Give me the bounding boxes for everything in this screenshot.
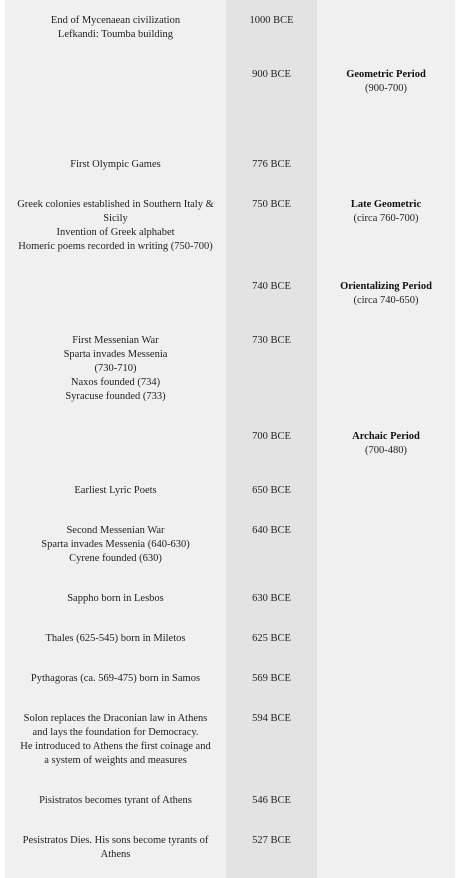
event-text: Pisistratos becomes tyrant of Athens	[39, 795, 192, 806]
event-text: Pesistratos Dies. His sons become tyrants of	[22, 835, 209, 846]
date-cell: 527 BCE	[252, 835, 291, 846]
event-text: Solon replaces the Draconian law in Athens	[23, 713, 208, 724]
period-range: (900-700)	[365, 83, 407, 94]
event-text: Sparta invades Messenia (640-630)	[41, 539, 190, 550]
event-cell	[5, 524, 226, 566]
event-text: Athens	[100, 849, 131, 860]
event-text: Sicily	[103, 213, 128, 224]
event-text: Naxos founded (734)	[70, 377, 161, 388]
date-cell: 625 BCE	[252, 633, 291, 644]
event-cell	[5, 14, 226, 42]
event-text: Second Messenian War	[66, 525, 165, 536]
event-text: Cyrene founded (630)	[69, 553, 162, 564]
event-text: Lefkandi: Toumba building	[57, 29, 174, 40]
event-cell	[5, 198, 226, 254]
date-cell: 640 BCE	[252, 525, 291, 536]
date-cell: 900 BCE	[252, 69, 291, 80]
event-cell	[5, 794, 226, 808]
period-range: (circa 740-650)	[353, 295, 419, 306]
date-cell: 546 BCE	[252, 795, 291, 806]
event-text: End of Mycenaean civilization	[50, 15, 181, 26]
event-text: and lays the foundation for Democracy.	[32, 727, 199, 738]
date-cell: 750 BCE	[252, 199, 291, 210]
date-cell: 730 BCE	[252, 335, 291, 346]
event-cell	[5, 672, 226, 686]
event-text: Homeric poems recorded in writing (750-700)	[18, 241, 213, 252]
date-cell: 650 BCE	[252, 485, 291, 496]
event-cell	[5, 158, 226, 172]
period-cell	[317, 430, 455, 458]
period-name: Late Geometric	[350, 199, 422, 210]
event-text: Greek colonies established in Southern Italy &	[17, 199, 214, 210]
period-name: Archaic Period	[352, 431, 420, 442]
event-text: Sappho born in Lesbos	[67, 593, 164, 604]
event-text: First Olympic Games	[70, 159, 161, 170]
period-range: (700-480)	[365, 445, 407, 456]
date-cell: 630 BCE	[252, 593, 291, 604]
event-text: He introduced to Athens the first coinage and	[20, 741, 211, 752]
event-text: Invention of Greek alphabet	[56, 227, 175, 238]
date-cell: 569 BCE	[252, 673, 291, 684]
event-text: Thales (625-545) born in Miletos	[45, 633, 186, 644]
event-cell	[5, 592, 226, 606]
date-cell: 594 BCE	[252, 713, 291, 724]
date-cell: 740 BCE	[252, 281, 291, 292]
date-cell: 776 BCE	[252, 159, 291, 170]
event-text: Pythagoras (ca. 569-475) born in Samos	[30, 673, 201, 684]
period-cell	[317, 280, 455, 308]
event-text: Sparta invades Messenia	[63, 349, 168, 360]
event-cell	[5, 484, 226, 498]
event-text: First Messenian War	[72, 335, 159, 346]
event-text: (730-710)	[94, 363, 137, 374]
event-cell	[5, 632, 226, 646]
event-cell	[5, 712, 226, 768]
event-text: a system of weights and measures	[44, 755, 187, 766]
period-range: (circa 760-700)	[353, 213, 419, 224]
date-cell: 700 BCE	[252, 431, 291, 442]
period-cell	[317, 68, 455, 96]
event-cell	[5, 834, 226, 862]
event-text: Syracuse founded (733)	[65, 391, 166, 402]
event-text: Earliest Lyric Poets	[74, 485, 157, 496]
event-cell	[5, 334, 226, 404]
date-cell: 1000 BCE	[249, 15, 294, 26]
period-cell	[317, 198, 455, 226]
period-name: Geometric Period	[346, 69, 426, 80]
period-name: Orientalizing Period	[340, 281, 432, 292]
